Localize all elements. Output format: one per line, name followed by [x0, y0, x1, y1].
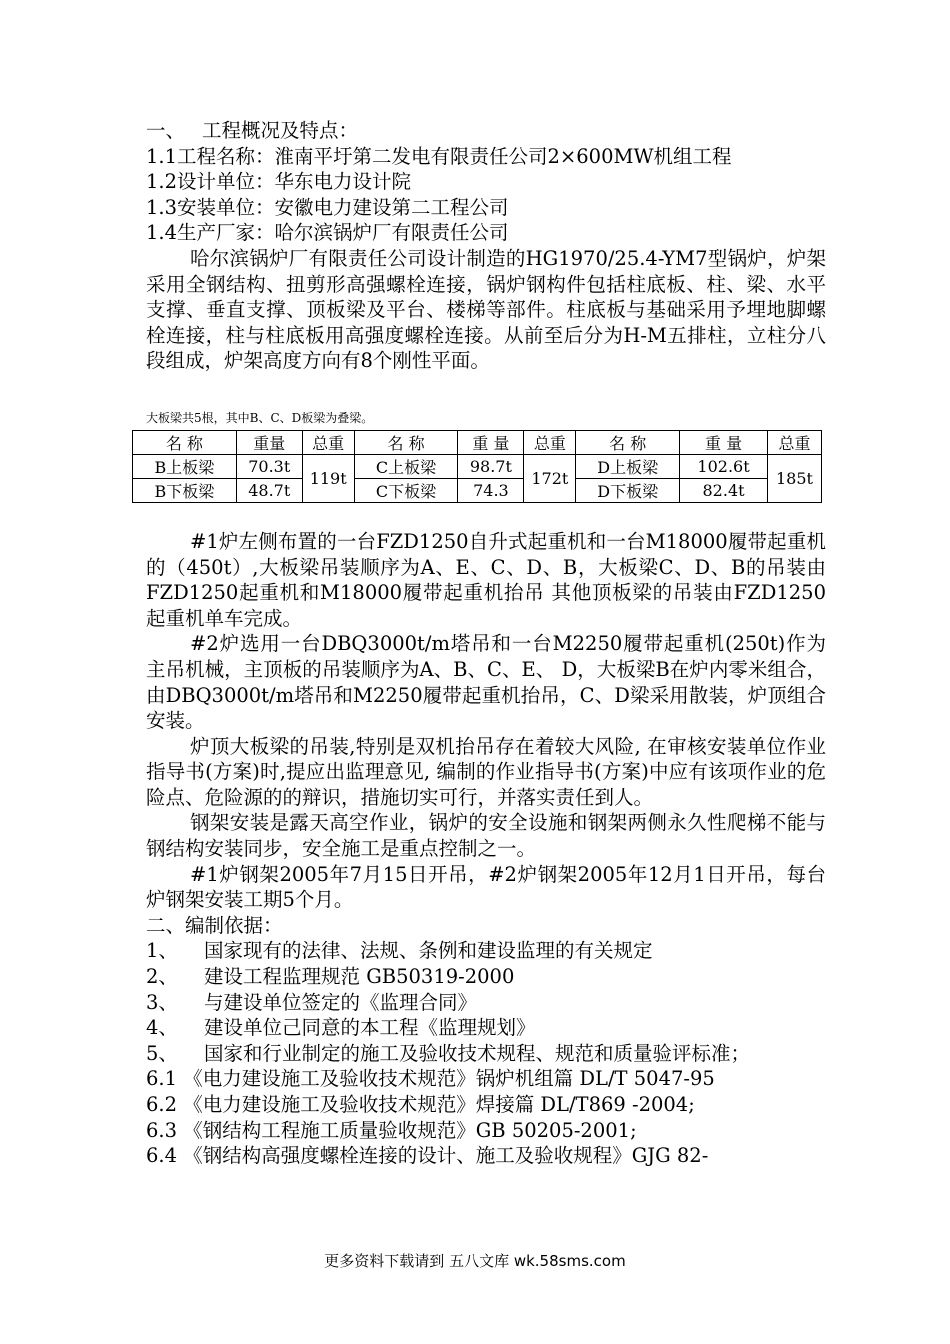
section1-number: 一、	[146, 119, 186, 142]
list-item	[146, 1041, 826, 1067]
header-cell: 总重	[524, 430, 576, 454]
beam-name-cell: C上板梁	[354, 454, 458, 478]
standard-item: 6.3 《钢结构工程施工质量验收规范》GB 50205-2001;	[146, 1118, 637, 1142]
table-row	[133, 478, 822, 502]
beam-name-cell: B上板梁	[133, 454, 237, 478]
header-cell: 重 量	[458, 430, 524, 454]
beam-name-cell: D下板梁	[576, 478, 680, 502]
paragraph-schedule: #1炉钢架2005年7月15日开吊，#2炉钢架2005年12月1日开吊，每台炉钢架安装工期5个月。	[146, 862, 826, 912]
list-item	[146, 938, 826, 964]
list-item-text: 建设工程监理规范 GB50319-2000	[204, 965, 515, 989]
beam-weight-cell: 48.7t	[236, 478, 302, 502]
beam-total-cell: 119t	[302, 454, 354, 502]
section2-heading: 二、编制依据：	[146, 913, 283, 937]
table-header-row	[133, 430, 822, 454]
spacer	[146, 503, 826, 529]
info-line-installer: 1.3安装单位：安徽电力建设第二工程公司	[146, 195, 509, 219]
beam-total-cell: 172t	[524, 454, 576, 502]
standard-item: 6.2 《电力建设施工及验收技术规范》焊接篇 DL/T869 -2004;	[146, 1093, 695, 1116]
header-cell: 总重	[302, 430, 354, 454]
beam-table	[132, 430, 822, 503]
beam-weight-cell: 70.3t	[236, 454, 302, 478]
list-item-text: 国家和行业制定的施工及验收技术规程、规范和质量验评标准；	[204, 1041, 751, 1065]
table-row	[133, 454, 822, 478]
list-item-number: 3、	[146, 990, 178, 1014]
document-page	[146, 118, 826, 1169]
paragraph-boiler2-lifting: #2炉选用一台DBQ3000t/m塔吊和一台M2250履带起重机(250t)作为主吊机械，主顶板的吊装顺序为A、B、C、E、 D，大板梁B在炉内零米组合，由DBQ3000t/m塔吊和M2250履带起重机抬吊，C、D梁采用散装，炉顶组合安装。	[146, 632, 826, 733]
beam-name-cell: C下板梁	[354, 478, 458, 502]
info-line-designer: 1.2设计单位：华东电力设计院	[146, 170, 412, 194]
beam-name-cell: D上板梁	[576, 454, 680, 478]
intro-paragraph: 哈尔滨锅炉厂有限责任公司设计制造的HG1970/25.4-YM7型锅炉，炉架采用全钢结构、扭剪形高强螺栓连接，锅炉钢构件包括柱底板、柱、梁、水平支撑、垂直支撑、顶板梁及平台、楼梯等部件。柱底板与基础采用予埋地脚螺栓连接，柱与柱底板用高强度螺栓连接。从前至后分为H-M五排柱，立柱分八段组成，炉架高度方向有8个刚性平面。	[146, 246, 826, 373]
list-item	[146, 990, 826, 1016]
beam-weight-cell: 102.6t	[680, 454, 768, 478]
header-cell: 名 称	[354, 430, 458, 454]
beam-name-cell: B下板梁	[133, 478, 237, 502]
section1-heading	[146, 118, 826, 144]
beam-weight-cell: 74.3	[458, 478, 524, 502]
section1-title: 工程概况及特点：	[202, 119, 359, 142]
header-cell: 名 称	[576, 430, 680, 454]
list-item-number: 1、	[146, 939, 178, 963]
standard-item: 6.4 《钢结构高强度螺栓连接的设计、施工及验收规程》GJG 82-	[146, 1144, 709, 1168]
beam-total-cell: 185t	[767, 454, 821, 502]
paragraph-boiler1-lifting: #1炉左侧布置的一台FZD1250自升式起重机和一台M18000履带起重机的（450t）,大板梁吊装顺序为A、E、C、D、B，大板梁C、D、B的吊装由FZD1250起重机和M18000履带起重机抬吊 其他顶板梁的吊装由FZD1250起重机单车完成。	[146, 529, 826, 630]
list-item-text: 建设单位己同意的本工程《监理规划》	[204, 1016, 536, 1040]
list-item	[146, 964, 826, 990]
header-cell: 重量	[236, 430, 302, 454]
header-cell: 名 称	[133, 430, 237, 454]
list-item-number: 2、	[146, 965, 178, 989]
list-item-text: 国家现有的法律、法规、条例和建设监理的有关规定	[204, 939, 653, 963]
info-line-manufacturer: 1.4生产厂家：哈尔滨锅炉厂有限责任公司	[146, 221, 509, 245]
list-item-number: 5、	[146, 1041, 178, 1065]
beam-weight-cell: 82.4t	[680, 478, 768, 502]
header-cell: 总重	[767, 430, 821, 454]
list-item-number: 4、	[146, 1016, 178, 1040]
beam-weight-cell: 98.7t	[458, 454, 524, 478]
paragraph-safety: 钢架安装是露天高空作业，锅炉的安全设施和钢架两侧永久性爬梯不能与钢结构安装同步，安全施工是重点控制之一。	[146, 811, 826, 861]
footer-link-text: 更多资料下载请到 五八文库 wk.58sms.com	[324, 1252, 626, 1270]
list-item	[146, 1015, 826, 1041]
paragraph-risk: 炉顶大板梁的吊装,特别是双机抬吊存在着较大风险, 在审核安装单位作业指导书(方案)时,提应出监理意见, 编制的作业指导书(方案)中应有该项作业的危险点、危险源的的辩识，措施切实可行，并落实责任到人。	[146, 734, 826, 809]
table-caption: 大板梁共5根，其中B、C、D板梁为叠梁。	[146, 410, 374, 425]
info-line-project: 1.1工程名称：淮南平圩第二发电有限责任公司2×600MW机组工程	[146, 144, 732, 168]
list-item-text: 与建设单位签定的《监理合同》	[204, 990, 478, 1014]
standard-item: 6.1 《电力建设施工及验收技术规范》锅炉机组篇 DL/T 5047-95	[146, 1067, 715, 1091]
header-cell: 重 量	[680, 430, 768, 454]
